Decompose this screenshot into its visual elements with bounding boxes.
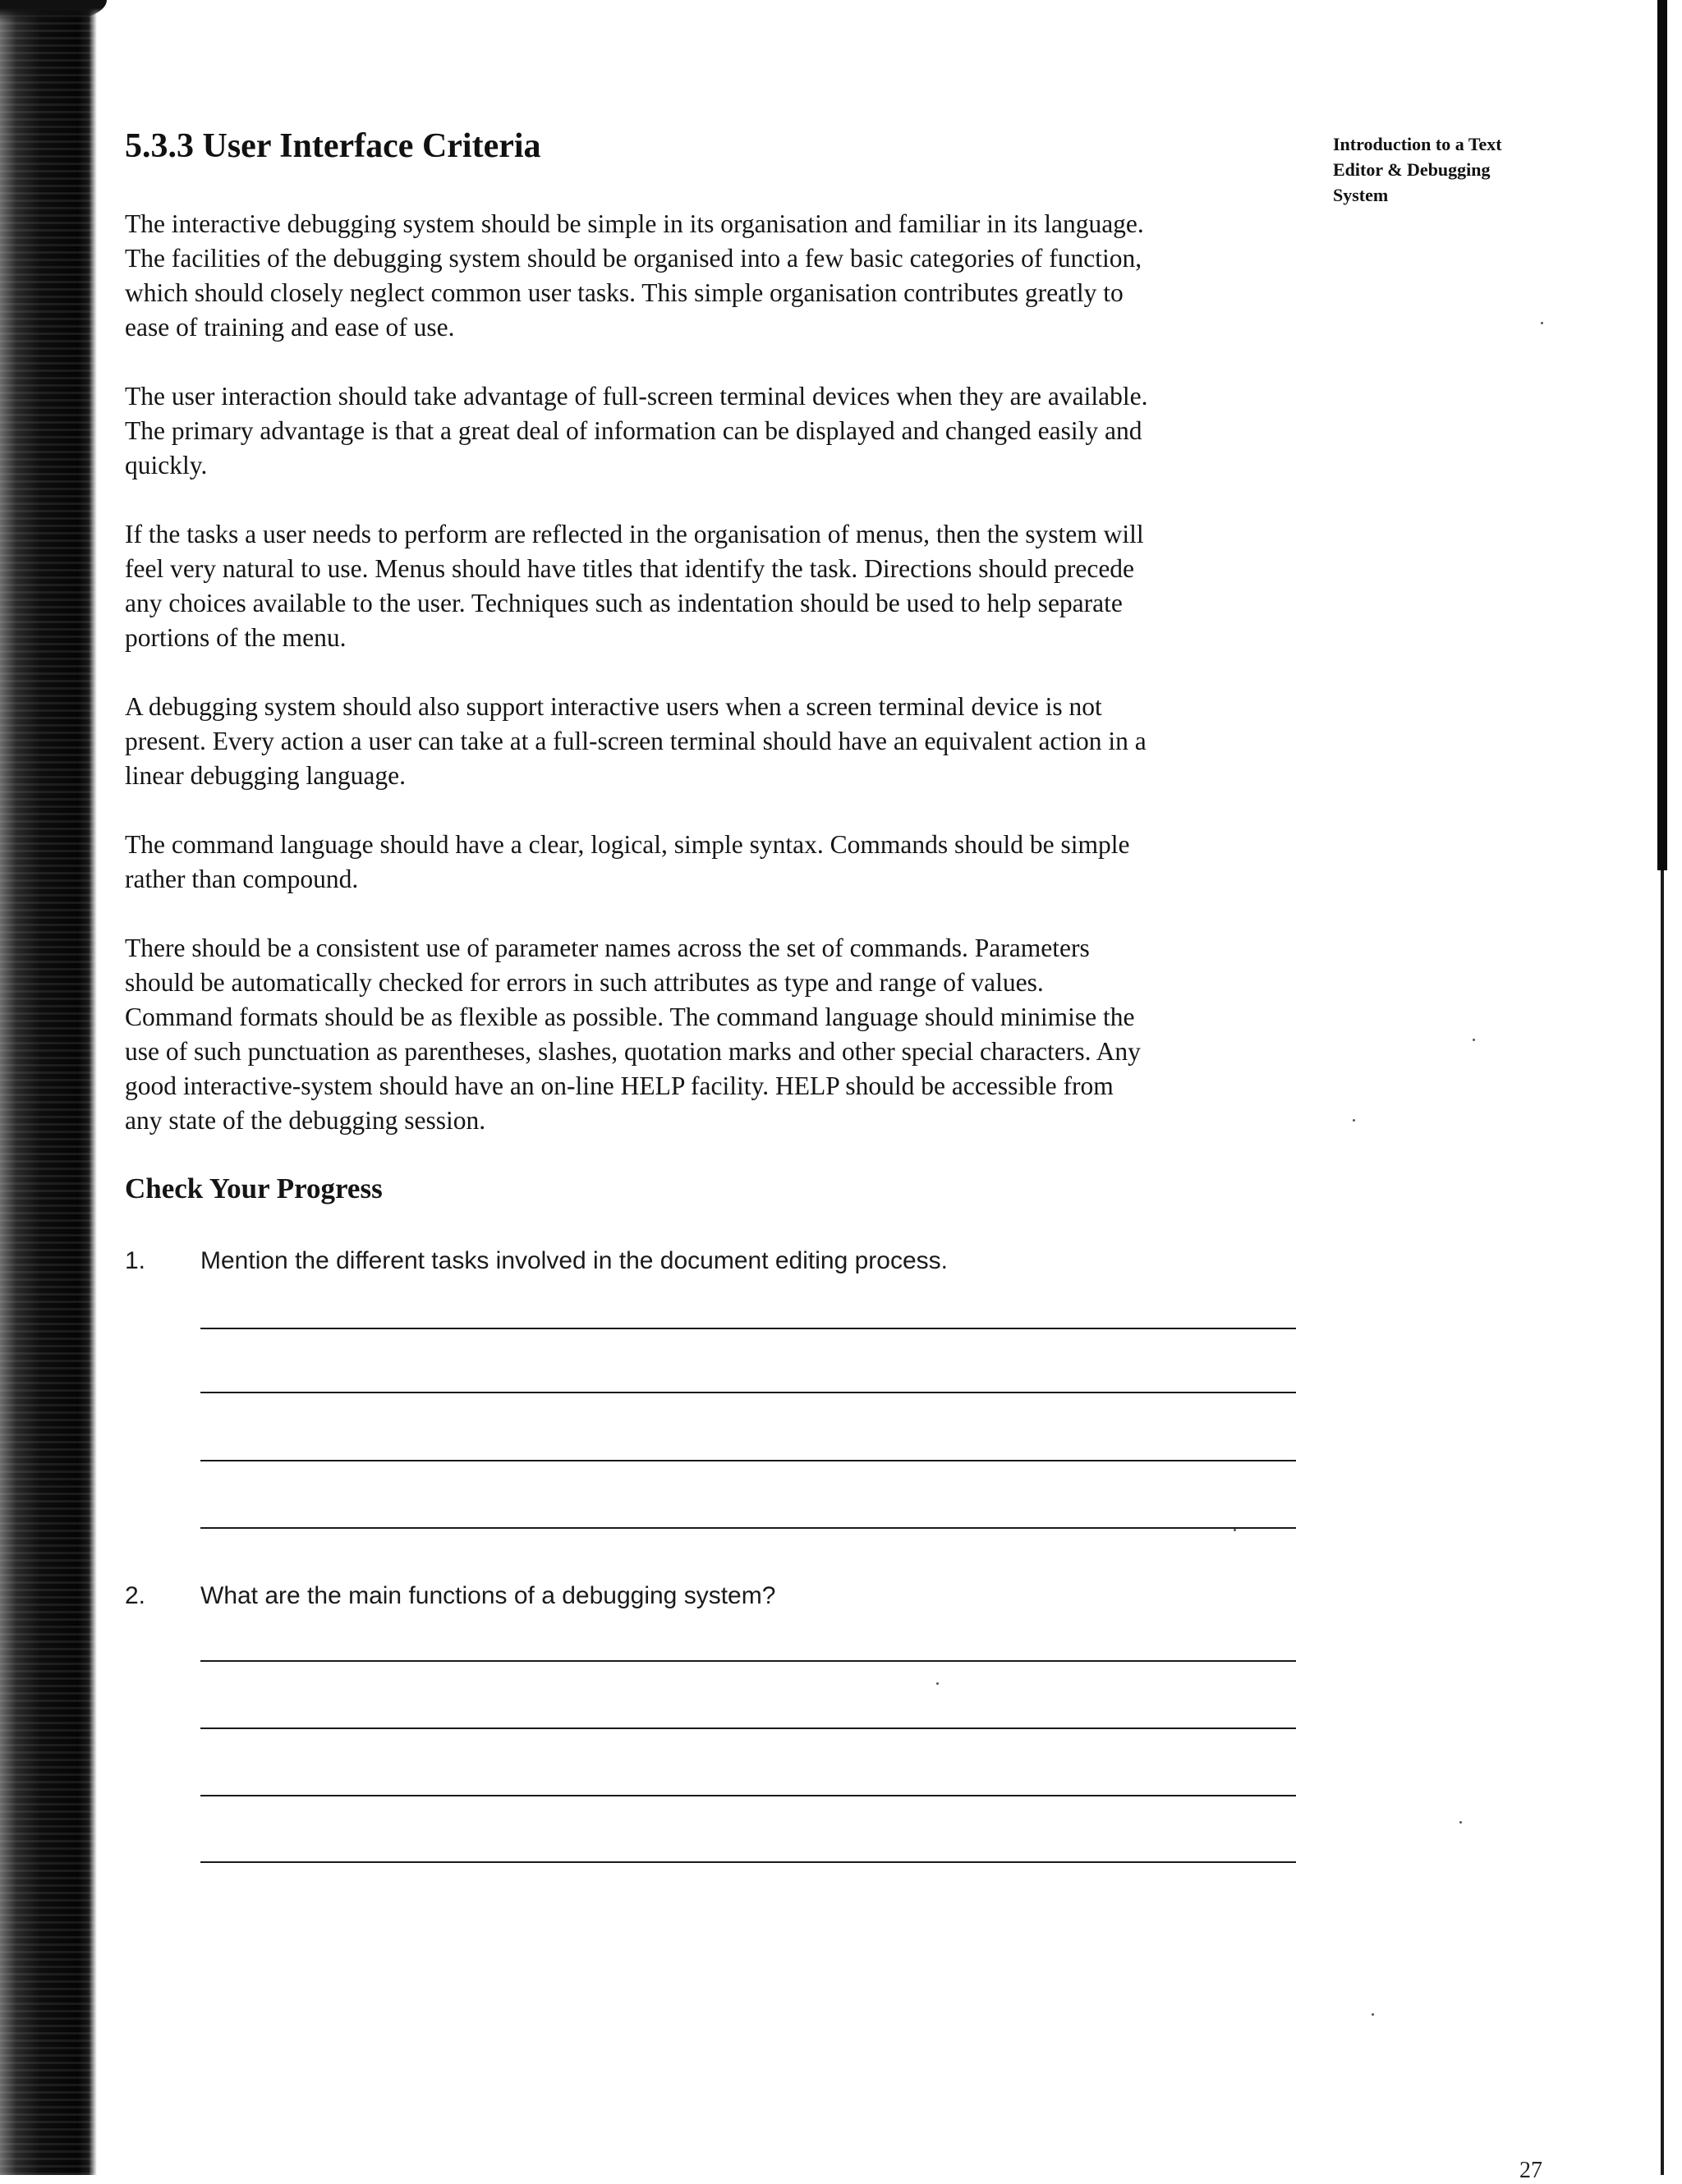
paragraph-1: The interactive debugging system should be simple in its organisation and familiar in its language. The facilities of the debugging system should be organised into a few basic categories of function, which should closely neglect common user tasks. This simple organisation contributes greatly to ease of training and ease of use. <box>125 209 1144 342</box>
paragraph-4: A debugging system should also support interactive users when a screen terminal device is not present. Every action a user can take at a full-screen terminal should have an equivalent action in a linear debugging language. <box>125 692 1147 790</box>
scan-speck <box>1473 1039 1475 1041</box>
paragraph-3: If the tasks a user needs to perform are reflected in the organisation of menus, then the system will feel very natural to use. Menus should have titles that identify the task. Directions should precede any choices available to the user. Techniques such as indentation should be used to help separate portions of the menu. <box>125 520 1144 652</box>
question-number: 2. <box>125 1582 146 1609</box>
answer-line[interactable] <box>200 1460 1296 1461</box>
margin-note <box>1333 131 1579 208</box>
scan-speck <box>1234 1529 1236 1531</box>
page-edge-rule-lower <box>1661 870 1664 2175</box>
margin-note-line-3: System <box>1333 185 1389 205</box>
page-number: 27 <box>1519 2158 1542 2183</box>
answer-line[interactable] <box>200 1527 1296 1529</box>
scan-speck <box>1459 1821 1462 1824</box>
paragraph-5: The command language should have a clear, logical, simple syntax. Commands should be simple rather than compound. <box>125 830 1130 893</box>
answer-line[interactable] <box>200 1727 1296 1729</box>
question-number: 1. <box>125 1247 146 1274</box>
section-title: 5.3.3 User Interface Criteria <box>125 127 541 165</box>
margin-note-line-2: Editor & Debugging <box>1333 159 1491 180</box>
scan-binding-edge <box>0 0 97 2175</box>
scan-speck <box>1372 2013 1374 2016</box>
answer-line[interactable] <box>200 1795 1296 1796</box>
answer-line[interactable] <box>200 1660 1296 1662</box>
margin-note-line-1: Introduction to a Text <box>1333 134 1502 154</box>
scan-speck <box>936 1682 939 1685</box>
question-text: What are the main functions of a debugging system? <box>200 1582 776 1609</box>
scan-speck <box>1541 322 1543 324</box>
answer-line[interactable] <box>200 1392 1296 1393</box>
scan-speck <box>1353 1119 1355 1122</box>
question-text: Mention the different tasks involved in the document editing process. <box>200 1247 948 1274</box>
paragraph-2: The user interaction should take advantage of full-screen terminal devices when they are available. The primary advantage is that a great deal of information can be displayed and changed easily and quickly. <box>125 382 1148 479</box>
body-text <box>125 207 1357 1172</box>
answer-line[interactable] <box>200 1861 1296 1863</box>
page-edge-rule <box>1657 0 1667 870</box>
progress-heading: Check Your Progress <box>125 1172 383 1204</box>
paragraph-6: There should be a consistent use of parameter names across the set of commands. Parameters should be automatically checked for errors in such attributes as type and range of values. Command formats should be as flexible as possible. The command language should minimise the use of such punctuation as parentheses, slashes, quotation marks and other special characters. Any good interactive-system should have an on-line HELP facility. HELP should be accessible from any state of the debugging session. <box>125 934 1141 1135</box>
answer-line[interactable] <box>200 1328 1296 1329</box>
